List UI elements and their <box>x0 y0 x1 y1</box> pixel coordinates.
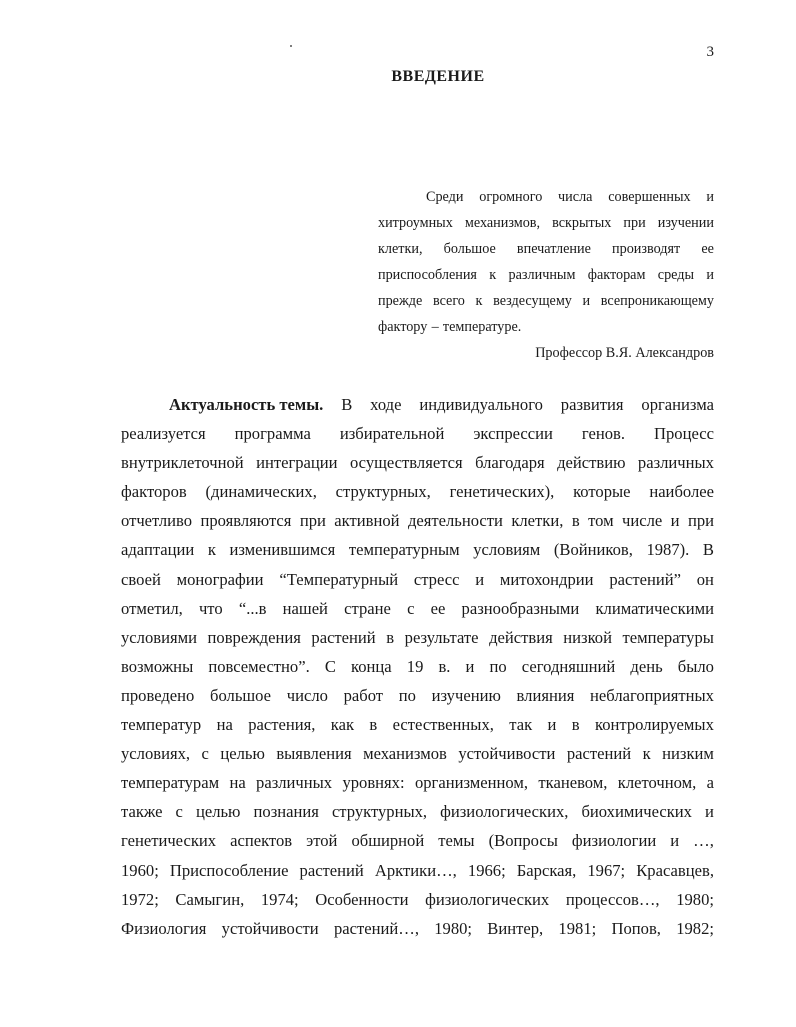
word: так <box>509 715 533 735</box>
word: 1980; <box>676 889 714 909</box>
word: уровнях: <box>342 773 405 793</box>
word: было <box>677 656 714 676</box>
word: Процесс <box>654 424 714 444</box>
word: с <box>407 598 415 618</box>
epigraph-line <box>378 210 714 236</box>
word: 1981; <box>558 918 597 938</box>
text-line <box>121 681 714 710</box>
word: в. <box>438 656 451 676</box>
word: а <box>706 773 714 793</box>
word: условиях, <box>121 744 191 764</box>
text-line <box>121 797 714 826</box>
word: в <box>571 715 580 735</box>
word: избирательной <box>339 424 445 444</box>
word: том <box>588 511 614 531</box>
word: действия <box>489 627 553 647</box>
word: интеграции <box>256 453 338 473</box>
word: тканевом, <box>538 773 608 793</box>
word: естественных, <box>392 715 494 735</box>
word: что <box>198 598 223 618</box>
word: физиологических, <box>440 802 569 822</box>
word: результате <box>404 627 479 647</box>
word: вскрытых <box>552 215 612 231</box>
word: низким <box>662 744 714 764</box>
text-line <box>121 739 714 768</box>
word: температуры <box>622 627 714 647</box>
word: на <box>229 773 246 793</box>
word: большое <box>210 685 272 705</box>
word: этой <box>306 831 338 851</box>
word: число <box>286 685 328 705</box>
word: генетических), <box>449 482 555 502</box>
word: в <box>571 511 580 531</box>
text-line <box>121 477 714 506</box>
word: С <box>324 656 336 676</box>
word: механизмов, <box>464 215 541 231</box>
topic-heading: Актуальность темы. <box>169 395 324 414</box>
word: организменном, <box>414 773 529 793</box>
word: физиологии <box>571 831 657 851</box>
word: “...в <box>238 598 267 618</box>
word: наиболее <box>649 482 714 502</box>
word: Попов, <box>611 918 661 938</box>
word: растений <box>566 744 632 764</box>
word: разнообразными <box>461 598 580 618</box>
word: он <box>696 569 714 589</box>
word: растений…, <box>333 918 419 938</box>
word: всего <box>432 293 465 309</box>
word: отчетливо <box>121 511 193 531</box>
page-number: 3 <box>706 44 714 60</box>
word: развития <box>560 395 624 414</box>
word: изучении <box>657 215 714 231</box>
word: целью <box>220 744 265 764</box>
word: неблагоприятных <box>590 685 714 705</box>
word: Арктики…, <box>374 860 457 880</box>
word: возможны <box>121 656 194 676</box>
word: растения, <box>248 715 316 735</box>
word: с <box>201 744 209 764</box>
epigraph <box>378 184 714 366</box>
text-line <box>121 856 714 885</box>
word: числа <box>558 189 593 205</box>
word: и <box>706 189 714 205</box>
word: и <box>705 802 714 822</box>
word: к <box>475 293 483 309</box>
word: “Температурный <box>279 569 399 589</box>
word: проведено <box>121 685 195 705</box>
word: большое <box>443 241 496 257</box>
word: Красавцев, <box>636 860 714 880</box>
word: программа <box>234 424 311 444</box>
word: повреждения <box>207 627 301 647</box>
word: 1967; <box>587 860 626 880</box>
word: благодаря <box>475 453 545 473</box>
word: 1960; <box>121 860 159 880</box>
epigraph-line <box>378 288 714 314</box>
text-line <box>121 594 714 623</box>
word: генов. <box>581 424 626 444</box>
word: влияния <box>516 685 575 705</box>
word: растений” <box>609 569 681 589</box>
word: устойчивости <box>458 744 556 764</box>
word: осуществляется <box>349 453 463 473</box>
word: числе <box>621 511 663 531</box>
scan-speck <box>290 45 292 47</box>
word: растений <box>311 627 376 647</box>
word: изменившимся <box>229 540 336 560</box>
word: В <box>341 395 353 414</box>
word: действию <box>557 453 626 473</box>
word: совершенных <box>608 189 691 205</box>
word: монографии <box>176 569 264 589</box>
word: которые <box>573 482 631 502</box>
word: при <box>687 511 714 531</box>
word: фактору <box>378 319 428 335</box>
word: механизмов <box>363 744 447 764</box>
word: климатическими <box>595 598 714 618</box>
word: стране <box>344 598 391 618</box>
word: впечатление <box>516 241 591 257</box>
word: при <box>299 511 326 531</box>
word: в <box>369 715 378 735</box>
word: к <box>489 267 497 283</box>
word: отметил, <box>121 598 183 618</box>
word: конца <box>351 656 392 676</box>
body-text <box>121 390 714 943</box>
word: и <box>670 831 680 851</box>
word: Особенности <box>315 889 409 909</box>
word: клетки, <box>511 511 564 531</box>
paragraph-first-line <box>121 390 714 419</box>
word: клеточном, <box>617 773 697 793</box>
word: огромного <box>479 189 543 205</box>
word: выявления <box>276 744 352 764</box>
text-line <box>121 914 714 943</box>
word: и <box>465 656 475 676</box>
word: 1987). <box>646 540 690 560</box>
word: по <box>489 656 507 676</box>
word: Винтер, <box>487 918 544 938</box>
word: Приспособление <box>169 860 289 880</box>
word: факторов <box>121 482 187 502</box>
word: повсеместно”. <box>208 656 310 676</box>
text-line <box>121 448 714 477</box>
word: различным <box>508 267 576 283</box>
word: Среди <box>426 189 464 205</box>
word: день <box>630 656 663 676</box>
word: активной <box>334 511 400 531</box>
word: – <box>431 319 439 335</box>
text-line <box>121 652 714 681</box>
word: В <box>702 540 714 560</box>
epigraph-line <box>378 236 714 262</box>
word: деятельности <box>407 511 503 531</box>
text-line <box>121 826 714 855</box>
word: температур <box>121 715 202 735</box>
word: на <box>216 715 233 735</box>
word: изучению <box>431 685 501 705</box>
word: условиями <box>121 627 197 647</box>
word: (Вопросы <box>488 831 558 851</box>
epigraph-text <box>378 184 714 340</box>
word: физиологических <box>425 889 550 909</box>
word: приспособления <box>378 267 477 283</box>
word: и <box>475 569 485 589</box>
word: темы <box>438 831 475 851</box>
word: проявляются <box>200 511 292 531</box>
word: целью <box>195 802 241 822</box>
word: познания <box>253 802 319 822</box>
word: индивидуального <box>419 395 543 414</box>
word: митохондрии <box>499 569 594 589</box>
word: процессов…, <box>565 889 660 909</box>
word: реализуется <box>121 424 206 444</box>
word: температурным <box>348 540 460 560</box>
word: к <box>207 540 216 560</box>
word: как <box>330 715 355 735</box>
word: в <box>386 627 395 647</box>
word: работ <box>343 685 384 705</box>
word: и <box>670 511 680 531</box>
word: Самыгин, <box>175 889 245 909</box>
word: устойчивости <box>221 918 319 938</box>
word: с <box>175 802 183 822</box>
word: 1980; <box>434 918 473 938</box>
word: экспрессии <box>473 424 553 444</box>
word: биохимических <box>581 802 692 822</box>
text-line <box>121 506 714 535</box>
word: своей <box>121 569 161 589</box>
word: контролируемых <box>595 715 714 735</box>
word: среды <box>657 267 695 283</box>
word: различных <box>256 773 333 793</box>
text-line <box>121 419 714 448</box>
word: 1982; <box>676 918 714 938</box>
word: и <box>547 715 557 735</box>
word: прежде <box>378 293 423 309</box>
word: всепроникающему <box>600 293 714 309</box>
word: Физиология <box>121 918 207 938</box>
word: нашей <box>282 598 328 618</box>
epigraph-line <box>378 262 714 288</box>
word: (Войников, <box>553 540 633 560</box>
word: по <box>398 685 416 705</box>
word: 1966; <box>467 860 506 880</box>
word: внутриклеточной <box>121 453 244 473</box>
word: адаптации <box>121 540 195 560</box>
word: растений <box>299 860 364 880</box>
word: хитроумных <box>378 215 453 231</box>
epigraph-line <box>378 314 714 340</box>
paragraph-lines <box>121 419 714 943</box>
word: обширной <box>351 831 425 851</box>
word: также <box>121 802 163 822</box>
word: ходе <box>370 395 402 414</box>
word: факторам <box>587 267 646 283</box>
word: 1974; <box>260 889 299 909</box>
word: …, <box>693 831 714 851</box>
word: генетических <box>121 831 217 851</box>
word: сегодняшний <box>521 656 616 676</box>
epigraph-author: Профессор В.Я. Александров <box>535 345 714 361</box>
text-line <box>121 535 714 564</box>
word: аспектов <box>230 831 293 851</box>
epigraph-line <box>378 184 714 210</box>
word: ее <box>701 241 714 257</box>
word: организма <box>641 395 714 414</box>
word: и <box>582 293 591 309</box>
word: стресс <box>413 569 460 589</box>
word: 1972; <box>121 889 159 909</box>
word: структурных, <box>331 802 428 822</box>
word: ее <box>430 598 446 618</box>
text-line <box>121 710 714 739</box>
text-line <box>121 565 714 594</box>
word: низкой <box>563 627 612 647</box>
text-line <box>121 768 714 797</box>
word: Барская, <box>516 860 577 880</box>
word: температурам <box>121 773 220 793</box>
text-line <box>121 885 714 914</box>
word: к <box>642 744 651 764</box>
word: температуре. <box>442 319 522 335</box>
word: вездесущему <box>493 293 572 309</box>
text-line <box>121 623 714 652</box>
word: (динамических, <box>205 482 317 502</box>
section-title: ВВЕДЕНИЕ <box>391 68 485 85</box>
word: условиям <box>473 540 541 560</box>
word: производят <box>612 241 681 257</box>
word: 19 <box>406 656 424 676</box>
word: при <box>623 215 646 231</box>
word: различных <box>637 453 714 473</box>
word: структурных, <box>335 482 431 502</box>
word: клетки, <box>378 241 423 257</box>
word: и <box>706 267 714 283</box>
